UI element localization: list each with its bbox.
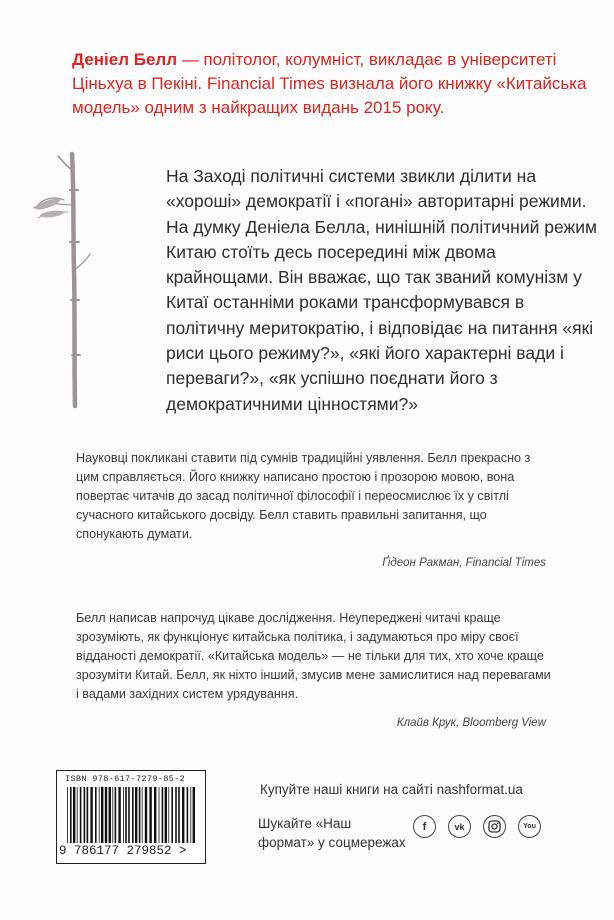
vk-icon[interactable]: vk — [448, 815, 471, 838]
youtube-icon[interactable]: You — [518, 815, 541, 838]
review-text: Белл написав напрочуд цікаве дослідження. Неупереджені читачі краще зрозуміють, як функціонує китайська політика, і задумаються про міру своєї відданості демократії. «Китайська модель» — не тільки для тих, хто хоче краще зрозуміти Китай. Белл, як ніхто інший, змусив мене замислитися над перевагами і вадами західних систем урядування. — [76, 611, 551, 702]
review-source: Клайв Крук, Bloomberg View — [396, 717, 546, 730]
facebook-icon[interactable]: f — [413, 815, 436, 838]
barcode-bar — [115, 787, 117, 843]
barcode-bar — [175, 787, 177, 843]
author-bio-text: — політолог, колумніст, викладає в університеті Ціньхуа в Пекіні. Financial Times визнала його книжку «Китайська модель» одним з найкращих видань 2015 року. — [72, 50, 587, 117]
barcode-bar — [125, 787, 127, 843]
barcode-bar — [162, 787, 164, 843]
barcode-bar — [142, 787, 143, 843]
instagram-glyph — [488, 820, 501, 833]
barcode-bar — [168, 787, 169, 843]
barcode-bar — [90, 787, 92, 843]
social-label: Шукайте «Наш формат» у соцмережах — [258, 816, 406, 850]
book-summary: На Заході політичні системи звикли ділити на «хороші» демократії і «погані» авторитарні режими. На думку Деніела Белла, нинішній політичний режим Китаю стоїть десь посередині між двома крайнощами. Він вважає, що так званий комунізм у Китаї останніми роками трансформувався в політичну меритократію, і відповідає на питання «які риси цього режиму?», «які його характерні вади і переваги?», «як успішно поєднати його з демократичними цінностями?» — [166, 166, 598, 414]
review-crook — [76, 609, 556, 729]
isbn-label: ISBN 978-617-7279-85-2 — [65, 774, 186, 784]
barcode-bar — [73, 787, 75, 843]
barcode-bar — [132, 787, 134, 843]
barcode-bar — [77, 787, 78, 843]
barcode-bar — [109, 787, 111, 843]
ean-digits: 9 786177 279852 > — [59, 844, 187, 858]
barcode-bar — [193, 787, 195, 843]
bamboo-illustration — [28, 150, 98, 410]
barcode-bar — [112, 787, 113, 843]
barcode-bar — [84, 787, 86, 843]
barcode-bar — [95, 787, 97, 843]
review-text: Науковці покликані ставити під сумнів традиційні уявлення. Белл прекрасно з цим справляється. Його книжку написано простою і прозорою мовою, вона повертає читачів до засад політичної філософії і переосмислює їх у світлі сучасного китайського досвіду. Белл ставить правильні запитання, що спонукають думати. — [76, 451, 531, 542]
barcode-bar — [145, 787, 147, 843]
instagram-icon[interactable] — [483, 815, 506, 838]
author-name: Деніел Белл — [72, 50, 178, 69]
review-rachman — [76, 449, 556, 569]
barcode-bar — [154, 787, 156, 843]
barcode-bar — [80, 787, 82, 843]
author-bio — [72, 48, 592, 120]
barcode-bar — [171, 787, 173, 843]
barcode-box — [56, 770, 206, 864]
barcode-bar — [67, 787, 68, 843]
barcode-bar — [99, 787, 100, 843]
barcode-bar — [87, 787, 89, 843]
barcode-bar — [149, 787, 151, 843]
barcode-bar — [139, 787, 141, 843]
social-icons — [413, 815, 541, 838]
buy-online-text: Купуйте наші книги на сайті nashformat.ua — [260, 782, 523, 797]
barcode-bar — [159, 787, 160, 843]
barcode-bar — [101, 787, 103, 843]
barcode-bar — [190, 787, 191, 843]
barcode-bar — [182, 787, 184, 843]
barcode-bar — [165, 787, 167, 843]
barcode-bar — [128, 787, 130, 843]
barcode-bar — [135, 787, 137, 843]
barcode-bar — [105, 787, 107, 843]
barcode-image — [65, 787, 195, 843]
barcode-bar — [187, 787, 189, 843]
barcode-bar — [123, 787, 124, 843]
review-source: Ґідеон Ракман, Financial Times — [382, 557, 546, 570]
barcode-bar — [118, 787, 120, 843]
barcode-bar — [178, 787, 180, 843]
barcode-bar — [70, 787, 72, 843]
